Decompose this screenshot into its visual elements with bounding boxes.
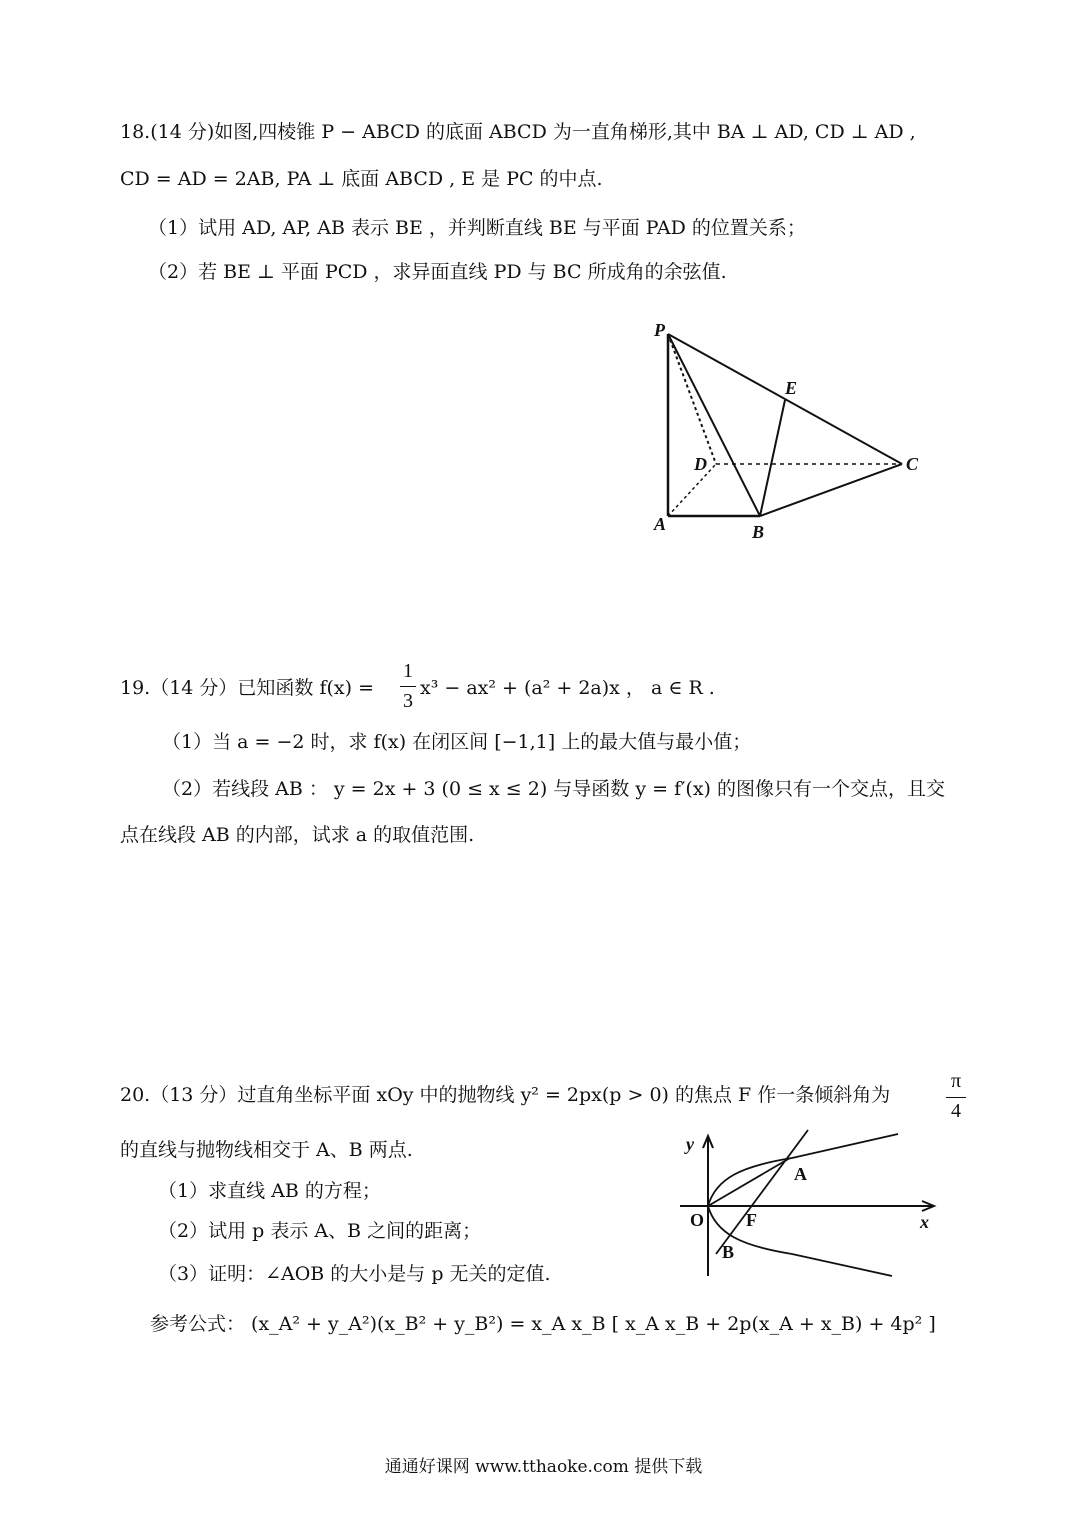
p19-question2: （2）若线段 AB ： y = 2x + 3 (0 ≤ x ≤ 2) 与导函数 y = f′(x) 的图像只有一个交点，且交 [162, 778, 946, 800]
p20-question2: （2）试用 p 表示 A、B 之间的距离； [158, 1220, 482, 1242]
label-E: E [785, 378, 798, 398]
p20-frac-den: 4 [951, 1100, 961, 1122]
p20-frac-num: π [950, 1070, 962, 1092]
p19-frac-den: 3 [403, 690, 413, 712]
label-D: D [694, 454, 707, 474]
p19-question2-cont: 点在线段 AB 的内部，试求 a 的取值范围. [120, 824, 475, 846]
p20-frac-bar [946, 1097, 966, 1098]
label-A: A [794, 1164, 807, 1184]
label-B: B [752, 522, 765, 542]
label-B: B [722, 1242, 735, 1262]
label-F: F [746, 1210, 757, 1230]
p19-frac-bar [400, 686, 416, 687]
p20-line2: 的直线与抛物线相交于 A、B 两点. [120, 1139, 413, 1161]
pyramid-figure [640, 310, 940, 550]
p20-reference-formula: 参考公式： (x_A² + y_A²)(x_B² + y_B²) = x_A x_B [ x_A x_B + 2p(x_A + x_B) + 4p² ] [150, 1313, 936, 1335]
label-A: A [654, 514, 667, 534]
label-P: P [654, 320, 665, 340]
parabola-figure [672, 1128, 942, 1280]
p18-question2: （2）若 BE ⊥ 平面 PCD ，求异面直线 PD 与 BC 所成角的余弦值. [148, 261, 727, 283]
page-footer: 通通好课网 www.tthaoke.com 提供下载 [384, 1457, 703, 1477]
p19-question1: （1）当 a = −2 时，求 f(x) 在闭区间 [−1,1] 上的最大值与最小值； [162, 731, 752, 753]
label-x: x [920, 1212, 929, 1232]
p18-question1: （1）试用 AD, AP, AB 表示 BE ，并判断直线 BE 与平面 PAD 的位置关系； [148, 217, 806, 239]
p20-question3: （3）证明：∠AOB 的大小是与 p 无关的定值. [158, 1263, 551, 1285]
p18-line2: CD = AD = 2AB, PA ⊥ 底面 ABCD , E 是 PC 的中点. [120, 168, 603, 190]
label-O: O [690, 1210, 705, 1230]
p19-frac-num: 1 [403, 660, 413, 682]
p20-question1: （1）求直线 AB 的方程； [158, 1180, 381, 1202]
label-y: y [686, 1134, 694, 1154]
p20-line1: 20.（13 分）过直角坐标平面 xOy 中的抛物线 y² = 2px(p > 0) 的焦点 F 作一条倾斜角为 [120, 1084, 891, 1106]
p18-line1: 18.(14 分)如图,四棱锥 P − ABCD 的底面 ABCD 为一直角梯形,其中 BA ⊥ AD, CD ⊥ AD , [120, 121, 916, 143]
p19-line1-pre: 19.（14 分）已知函数 f(x) = [120, 677, 375, 699]
label-C: C [906, 454, 919, 474]
p19-line1-post: x³ − ax² + (a² + 2a)x ， a ∈ R . [420, 677, 715, 699]
